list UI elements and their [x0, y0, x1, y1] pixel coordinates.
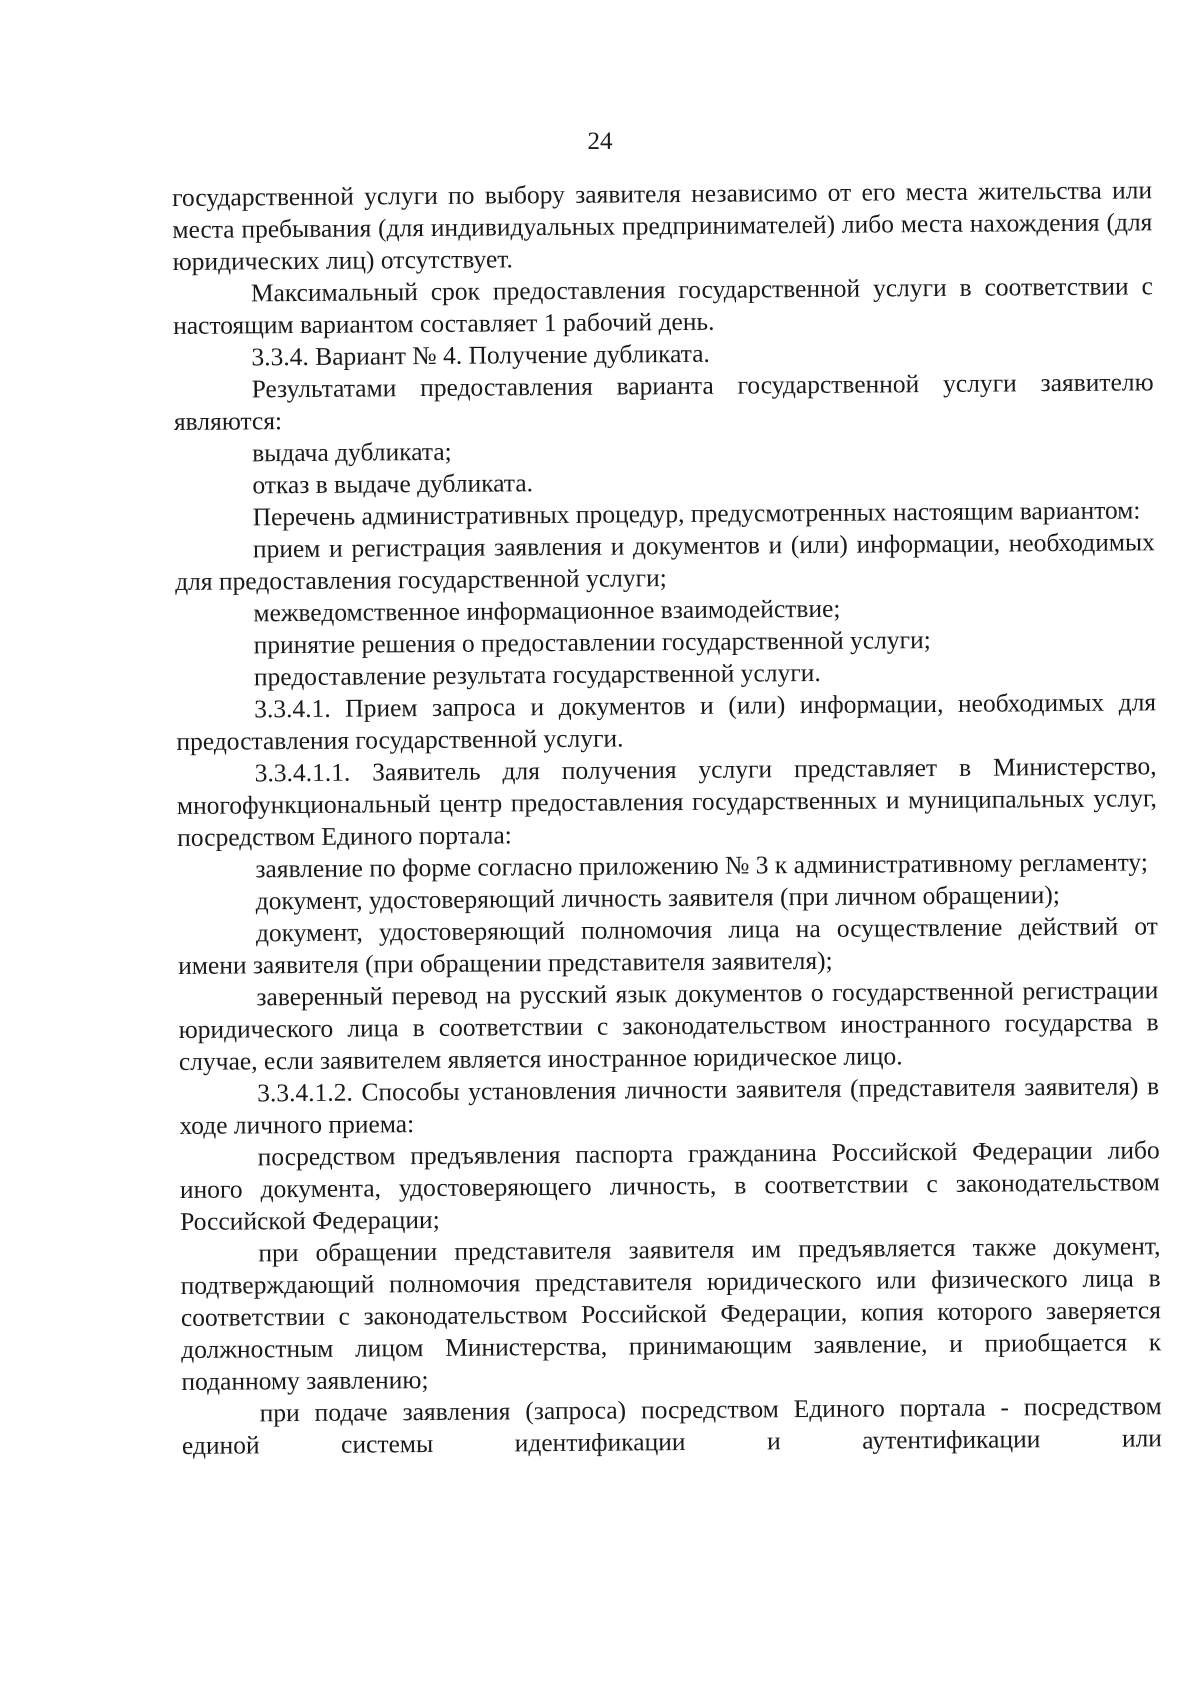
paragraph: отказ в выдаче дубликата.: [252, 468, 534, 500]
paragraph: 3.3.4.1. Прием запроса и документов и (или) информации, необходимых для предоставления государственной услуги.: [176, 687, 1157, 756]
paragraph: межведомственное информационное взаимодействие;: [253, 593, 841, 628]
paragraph: Перечень административных процедур, предусмотренных настоящим вариантом:: [252, 495, 1141, 532]
paragraph: при подаче заявления (запроса) посредством Единого портала - посредством единой системы идентификации и аутентификации или: [181, 1391, 1163, 1460]
paragraph: заверенный перевод на русский язык документов о государственной регистрации юридического лица в соответствии с законодательством иностранного государства в случае, если заявителем является иностранное юридическое лицо.: [178, 975, 1159, 1076]
paragraph: государственной услуги по выбору заявителя независимо от его места жительства или места пребывания (для индивидуальных предпринимателей) либо места нахождения (для юридических лиц) отсутствует.: [172, 175, 1153, 276]
paragraph: 3.3.4.1.2. Способы установления личности заявителя (представителя заявителя) в ходе личного приема:: [179, 1071, 1160, 1140]
paragraph: посредством предъявления паспорта гражданина Российской Федерации либо иного документа, удостоверяющего личность, в соответствии с законодательством Российской Федерации;: [179, 1135, 1160, 1236]
paragraph: 3.3.4.1.1. Заявитель для получения услуги представляет в Министерство, многофункциональный центр предоставления государственных и муниципальных услуг, посредством Единого портала:: [176, 751, 1157, 852]
paragraph: Максимальный срок предоставления государственной услуги в соответствии с настоящим вариантом составляет 1 рабочий день.: [173, 271, 1153, 340]
paragraph: Результатами предоставления варианта государственной услуги заявителю являются:: [173, 367, 1154, 436]
paragraph: заявление по форме согласно приложению № 3 к административному регламенту;: [255, 847, 1148, 884]
paragraph: при обращении представителя заявителя им предъявляется также документ, подтверждающий полномочия представителя юридического или физического лица в соответствии с законодательством Российской Федерации, копия которого заверяется должностным лицом Министерства, принимающим заявление, и приобщается к поданному заявлению;: [180, 1231, 1162, 1396]
paragraph: 3.3.4. Вариант № 4. Получение дубликата.: [251, 338, 710, 372]
paragraph: предоставление результата государственной услуги.: [253, 657, 821, 692]
paragraph: документ, удостоверяющий полномочия лица на осуществление действий от имени заявителя (при обращении представителя заявителя);: [178, 911, 1158, 980]
paragraph: документ, удостоверяющий личность заявителя (при личном обращении);: [255, 880, 1060, 916]
paragraph: выдача дубликата;: [252, 436, 452, 468]
page-number: 24: [587, 128, 613, 155]
paragraph: прием и регистрация заявления и документов и (или) информации, необходимых для предоставления государственной услуги;: [175, 527, 1155, 596]
document-body: [172, 174, 1162, 1462]
paragraph: принятие решения о предоставлении государственной услуги;: [253, 625, 931, 660]
